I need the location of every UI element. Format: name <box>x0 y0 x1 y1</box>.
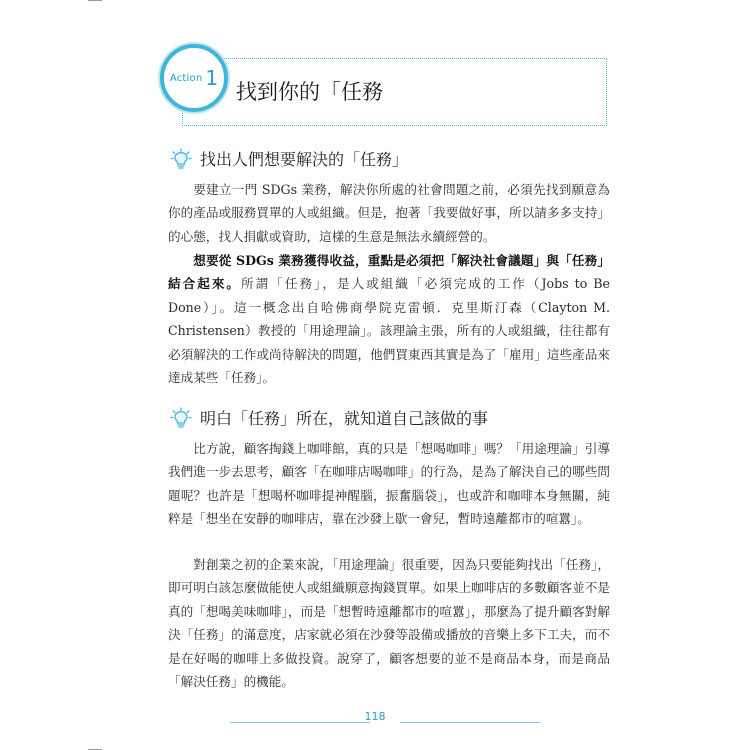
page-number: 118 <box>364 710 386 723</box>
section-heading-2 <box>170 406 488 429</box>
section-title-1: 找出人們想要解決的「任務」 <box>200 150 409 169</box>
section-heading-1 <box>170 147 408 170</box>
lightbulb-icon <box>170 407 192 429</box>
lightbulb-icon <box>170 148 192 170</box>
paragraph-2-body: 所謂「任務」，是人或組織「必須完成的工作（Jobs to Be Done）」。這一概念出自哈佛商學院克雷頓．克里斯汀森（Clayton M. Christensen）教授的「用途理論」。該理論主張，所有的人或組織，往往都有必須解決的工作或尚待解決的問題，他們買東西其實是為了「雇用」這些產品來達成某些「任務」。 <box>168 276 610 386</box>
action-label: Action <box>169 72 203 84</box>
paragraph-2-emphasis: 想要從 SDGs 業務獲得收益，重點是必須把「解決社會議題」與「任務」結合起來。 <box>168 253 610 292</box>
paragraph-1: 要建立一門 SDGs 業務，解決你所處的社會問題之前，必須先找到願意為你的產品或服務買單的人或組織。但是，抱著「我要做好事，所以請多多支持」的心態，找人捐獻或資助，這樣的生意是無法永續經營的。 <box>168 182 610 244</box>
action-number: 1 <box>205 66 219 90</box>
section-title-2: 明白「任務」所在，就知道自己該做的事 <box>200 409 489 428</box>
crop-mark-top <box>88 0 102 1</box>
action-badge <box>160 44 228 112</box>
paragraph-3: 比方說，顧客掏錢上咖啡館，真的只是「想喝咖啡」嗎？「用途理論」引導我們進一步去思考，顧客「在咖啡店喝咖啡」的行為，是為了解決自己的哪些問題呢？也許是「想喝杯咖啡提神醒腦，振奮腦袋」，也或許和咖啡本身無關，純粹是「想坐在安靜的咖啡店，靠在沙發上歇一會兒，暫時遠離都市的喧囂」。 <box>168 441 610 527</box>
paragraph-2 <box>168 249 610 389</box>
chapter-title: 找到你的「任務 <box>236 80 383 104</box>
paragraph-4: 對創業之初的企業來說，「用途理論」很重要，因為只要能夠找出「任務」，即可明白該怎麼做能使人或組織願意掏錢買單。如果上咖啡店的多數顧客並不是真的「想喝美味咖啡」，而是「想暫時遠離都市的喧囂」，那麼為了提升顧客對解決「任務」的滿意度，店家就必須在沙發等設備或播放的音樂上多下工夫，而不是在好喝的咖啡上多做投資。說穿了，顧客想要的並不是商品本身，而是商品「解決任務」的機能。 <box>168 557 610 690</box>
